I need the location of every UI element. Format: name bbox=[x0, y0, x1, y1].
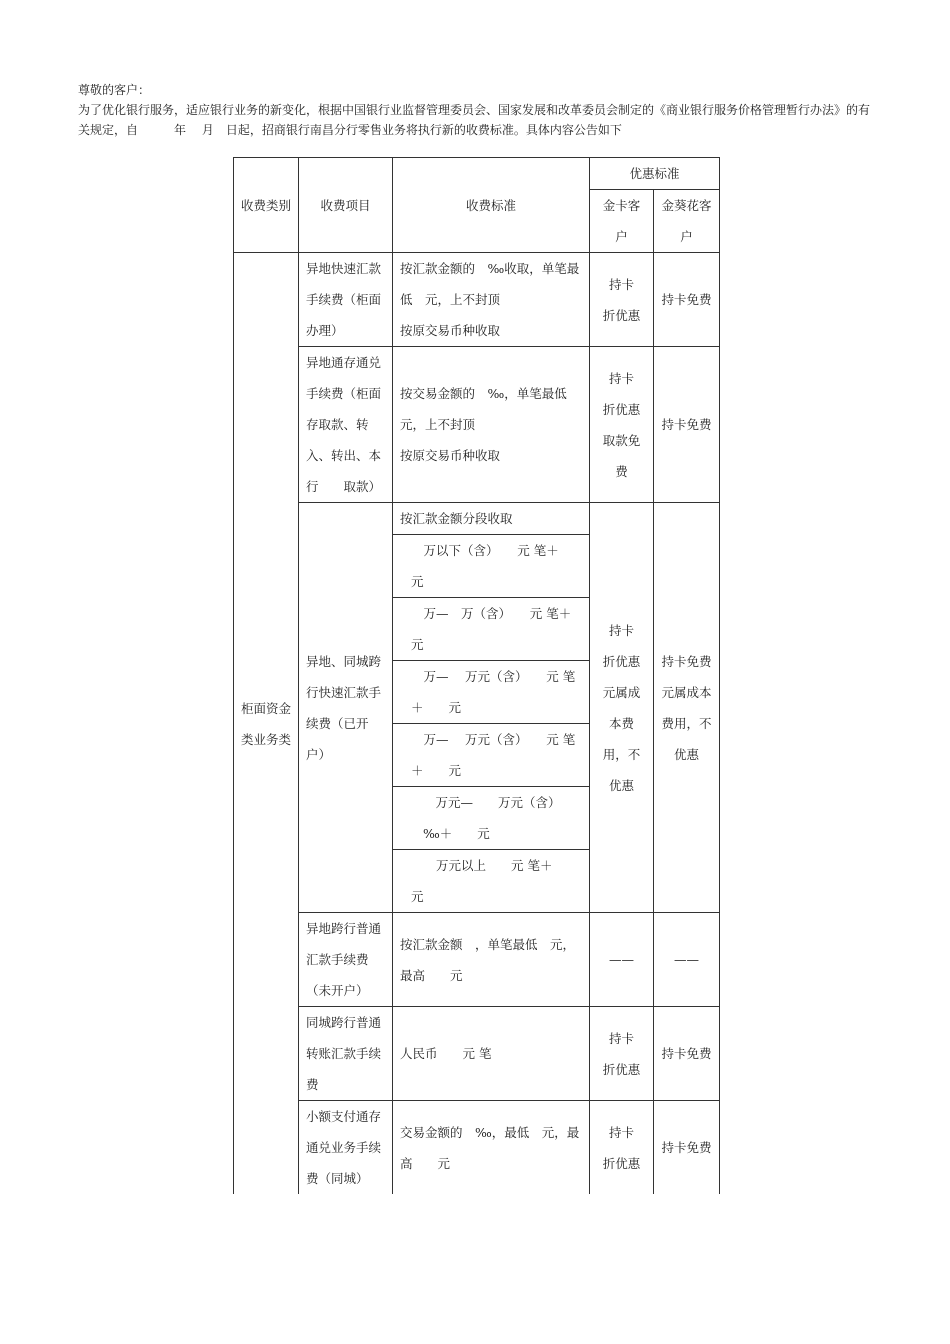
row-item: 小额支付通存通兑业务手续费（同城） bbox=[299, 1101, 393, 1195]
row-sunflower: 持卡免费 bbox=[654, 1007, 720, 1101]
row-gold: 持卡 折优惠 bbox=[590, 253, 654, 347]
header-sunflower: 金葵花客户 bbox=[654, 190, 720, 253]
greeting: 尊敬的客户： bbox=[78, 83, 151, 97]
table-row bbox=[234, 913, 720, 1007]
intro-line-1: 为了优化银行服务，适应银行业务的新变化，根据中国银行业监督管理委员会、国家发展和改革委员会制定的《商业银行服务价格管理暂行办法》的有 bbox=[78, 103, 871, 117]
segmented-item: 异地、同城跨行快速汇款手续费（已开户） bbox=[299, 503, 393, 913]
row-item: 异地快速汇款手续费（柜面办理） bbox=[299, 253, 393, 347]
header-category: 收费类别 bbox=[234, 158, 299, 253]
row-sunflower: 持卡免费 bbox=[654, 347, 720, 503]
header-discount: 优惠标准 bbox=[590, 158, 720, 190]
row-gold: 持卡 折优惠 bbox=[590, 1007, 654, 1101]
notice-intro bbox=[78, 80, 878, 140]
row-standard: 按汇款金额的 ‰收取，单笔最低 元，上不封顶 按原交易币种收取 bbox=[393, 253, 590, 347]
segment-line: 按汇款金额分段收取 bbox=[393, 503, 590, 535]
table-row bbox=[234, 1007, 720, 1101]
row-sunflower: 持卡免费 bbox=[654, 1101, 720, 1195]
segment-line: 万元以上 元 笔＋ 元 bbox=[393, 850, 590, 913]
row-standard: 按汇款金额 ，单笔最低 元，最高 元 bbox=[393, 913, 590, 1007]
row-item: 异地跨行普通汇款手续费（未开户） bbox=[299, 913, 393, 1007]
table-row bbox=[234, 347, 720, 503]
row-gold: 持卡 折优惠 bbox=[590, 1101, 654, 1195]
header-standard: 收费标准 bbox=[393, 158, 590, 253]
row-standard: 按交易金额的 ‰，单笔最低元，上不封顶 按原交易币种收取 bbox=[393, 347, 590, 503]
row-sunflower: —— bbox=[654, 913, 720, 1007]
row-standard: 交易金额的 ‰，最低 元，最高 元 bbox=[393, 1101, 590, 1195]
header-item: 收费项目 bbox=[299, 158, 393, 253]
table-row bbox=[234, 253, 720, 347]
segment-line: 万以下（含） 元 笔＋ 元 bbox=[393, 535, 590, 598]
intro-line-2: 关规定，自 年 月 日起，招商银行南昌分行零售业务将执行新的收费标准。具体内容公告如下 bbox=[78, 123, 622, 137]
header-row bbox=[234, 158, 720, 190]
header-gold: 金卡客户 bbox=[590, 190, 654, 253]
segment-line: 万— 万（含） 元 笔＋ 元 bbox=[393, 598, 590, 661]
row-item: 异地通存通兑手续费（柜面存取款、转入、转出、本行 取款） bbox=[299, 347, 393, 503]
category-cell: 柜面资金类业务类 bbox=[234, 253, 299, 1195]
row-standard: 人民币 元 笔 bbox=[393, 1007, 590, 1101]
row-item: 同城跨行普通转账汇款手续费 bbox=[299, 1007, 393, 1101]
row-gold: —— bbox=[590, 913, 654, 1007]
table-row bbox=[234, 1101, 720, 1195]
segment-line: 万元— 万元（含） ‰＋ 元 bbox=[393, 787, 590, 850]
fee-table bbox=[233, 157, 720, 1194]
row-sunflower: 持卡免费 bbox=[654, 253, 720, 347]
segmented-sunflower: 持卡免费 元属成本费用，不优惠 bbox=[654, 503, 720, 913]
segmented-gold: 持卡 折优惠 元属成本费用，不优惠 bbox=[590, 503, 654, 913]
segment-line: 万— 万元（含） 元 笔＋ 元 bbox=[393, 724, 590, 787]
segmented-row bbox=[234, 503, 720, 535]
row-gold: 持卡 折优惠 取款免费 bbox=[590, 347, 654, 503]
segment-line: 万— 万元（含） 元 笔＋ 元 bbox=[393, 661, 590, 724]
